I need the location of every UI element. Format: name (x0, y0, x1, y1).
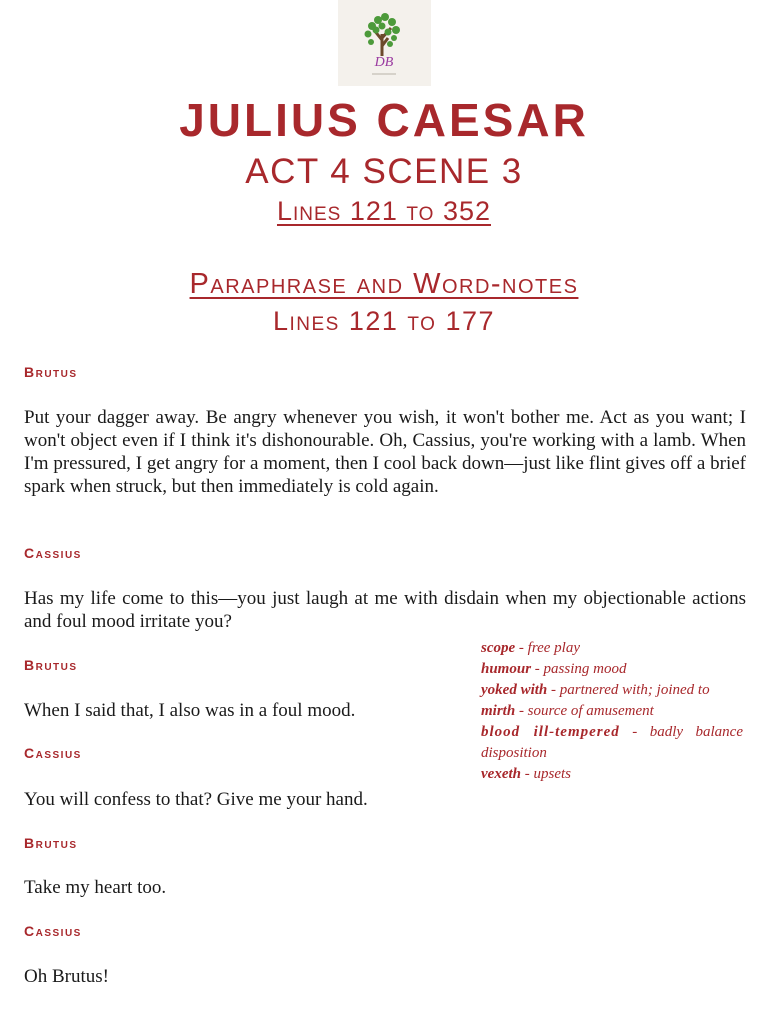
logo (338, 0, 431, 86)
speaker-name: Brutus (24, 364, 78, 380)
speaker-name: Cassius (24, 745, 82, 761)
act-scene: ACT 4 SCENE 3 (245, 152, 523, 191)
word-note (481, 680, 743, 701)
speaker-name: Cassius (24, 923, 82, 939)
dialogue-line: Put your dagger away. Be angry whenever you wish, it won't bother me. Act as you want; I won't object even if I think it's dishonourable. Oh, Cassius, you're working with a lamb. When I'm pressured, I get angry for a moment, then I cool back down—just like flint gives off a brief spark when struck, but then immediately is cold again. (24, 407, 746, 497)
note-definition: - free play (515, 640, 580, 656)
note-definition: - partnered with; joined to (547, 682, 710, 698)
note-term: humour (481, 661, 532, 677)
note-term: vexeth (481, 766, 521, 782)
dialogue-line: Oh Brutus! (24, 966, 109, 987)
word-notes (481, 638, 743, 785)
note-definition: - source of amusement (515, 703, 654, 719)
word-note (481, 638, 743, 659)
word-note (481, 722, 743, 764)
dialogue-line: Has my life come to this—you just laugh at me with disdain when my objectionable actions and foul mood irritate you? (24, 588, 746, 632)
section-lines: Lines 121 to 177 (272, 306, 495, 336)
dialogue-line: When I said that, I also was in a foul mood. (24, 700, 356, 721)
speaker-name: Brutus (24, 835, 78, 851)
dialogue-line: Take my heart too. (24, 877, 167, 898)
speaker-name: Brutus (24, 657, 78, 673)
logo-letters: DB (374, 55, 394, 70)
note-definition: - badly balance disposition (481, 724, 743, 761)
tree-logo-icon (338, 0, 431, 86)
word-note (481, 764, 743, 785)
note-definition: - upsets (520, 766, 571, 782)
word-note (481, 659, 743, 680)
lines-range: Lines 121 to 352 (276, 196, 491, 226)
note-definition: - passing mood (531, 661, 627, 677)
dialogue-line: You will confess to that? Give me your hand. (24, 789, 368, 810)
section-title: Paraphrase and Word-notes (189, 268, 579, 300)
note-term: scope (481, 640, 516, 656)
note-term: blood ill-tempered (481, 724, 620, 740)
page-title: JULIUS CAESAR (179, 94, 589, 146)
note-term: mirth (481, 703, 516, 719)
word-note (481, 701, 743, 722)
speaker-name: Cassius (24, 545, 82, 561)
note-term: yoked with (481, 682, 548, 698)
